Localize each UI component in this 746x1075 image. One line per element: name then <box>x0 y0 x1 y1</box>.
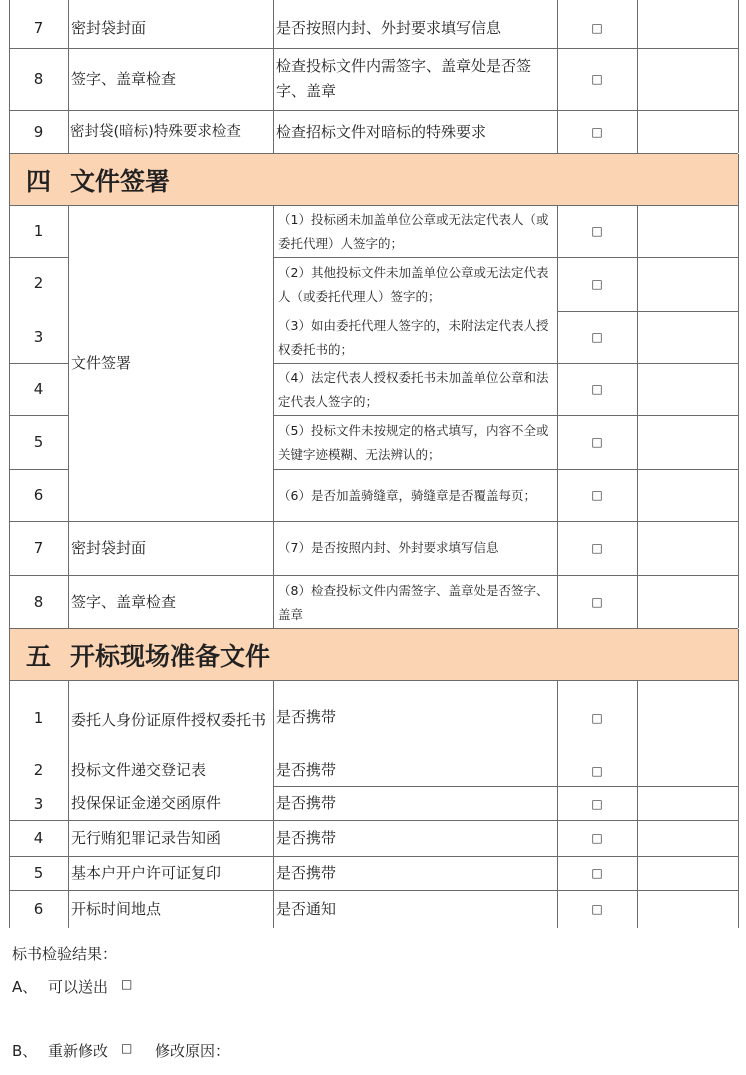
row-number: 7 <box>33 539 44 557</box>
item-name: 投保保证金递交函原件 <box>71 794 222 812</box>
row-number: 3 <box>33 328 44 346</box>
item-name: 签字、盖章检查 <box>71 69 177 88</box>
check-description: 是否携带 <box>276 828 337 847</box>
section-title: 开标现场准备文件 <box>70 641 271 671</box>
checkbox[interactable]: □ <box>591 796 603 811</box>
checkbox[interactable]: □ <box>591 595 603 609</box>
item-name: 签字、盖章检查 <box>71 592 177 611</box>
check-description: 是否携带 <box>276 863 337 882</box>
row-number: 4 <box>33 829 44 847</box>
row-number: 6 <box>33 486 44 504</box>
option-a-checkbox[interactable]: □ <box>121 977 133 991</box>
checkbox[interactable]: □ <box>591 710 603 725</box>
check-description: （5）投标文件未按规定的格式填写，内容不全或关键字迹模糊、无法辨认的； <box>278 423 549 462</box>
item-name: 开标时间地点 <box>71 899 162 918</box>
item-name: 密封袋封面 <box>71 538 147 557</box>
check-description: （2）其他投标文件未加盖单位公章或无法定代表人（或委托代理人）签字的； <box>278 265 549 304</box>
checkbox[interactable]: □ <box>591 866 603 880</box>
checkbox[interactable]: □ <box>591 764 603 778</box>
checkbox[interactable]: □ <box>591 488 603 502</box>
check-description: （3）如由委托代理人签字的，未附法定代表人授权委托书的； <box>278 317 549 357</box>
check-description: 是否携带 <box>276 760 337 779</box>
row-number: 5 <box>33 864 44 882</box>
check-description: （1）投标函未加盖单位公章或无法定代表人（或委托代理）人签字的； <box>278 212 549 251</box>
checkbox[interactable]: □ <box>591 21 603 35</box>
item-name: 委托人身份证原件授权委托书 <box>71 710 267 729</box>
section-number: 五 <box>25 641 51 671</box>
option-b-checkbox[interactable]: □ <box>121 1041 133 1055</box>
check-description: （8）检查投标文件内需签字、盖章处是否签字、盖章 <box>278 583 549 622</box>
checkbox[interactable]: □ <box>591 125 603 139</box>
option-a-letter: A、 <box>12 978 38 996</box>
item-name: 文件签署 <box>71 353 132 372</box>
checkbox[interactable]: □ <box>591 224 603 238</box>
checkbox[interactable]: □ <box>591 541 603 555</box>
section-number: 四 <box>25 166 51 196</box>
check-description: （4）法定代表人授权委托书未加盖单位公章和法定代表人签字的； <box>278 370 549 409</box>
item-name: 密封袋封面 <box>71 18 147 37</box>
checkbox[interactable]: □ <box>591 435 603 449</box>
row-number: 5 <box>33 433 44 451</box>
row-number: 2 <box>33 761 44 779</box>
row-number: 3 <box>33 794 44 813</box>
check-description: 是否按照内封、外封要求填写信息 <box>276 18 502 37</box>
row-number: 1 <box>33 222 44 240</box>
option-b-text: 重新修改 <box>48 1042 109 1060</box>
checkbox[interactable]: □ <box>591 72 603 86</box>
checkbox[interactable]: □ <box>591 382 603 396</box>
option-b-letter: B、 <box>12 1042 38 1060</box>
item-name: 基本户开户许可证复印 <box>71 863 222 882</box>
check-description: 检查投标文件内需签字、盖章处是否签字、盖章 <box>276 57 532 100</box>
check-description: 是否携带 <box>276 794 337 812</box>
check-description: （7）是否按照内封、外封要求填写信息 <box>278 540 499 555</box>
option-a-text: 可以送出 <box>48 978 109 996</box>
row-number: 4 <box>33 380 44 398</box>
row-number: 1 <box>33 708 44 727</box>
item-name: 投标文件递交登记表 <box>71 760 207 779</box>
checkbox[interactable]: □ <box>591 277 603 291</box>
section-title: 文件签署 <box>70 166 171 196</box>
item-name: 密封袋(暗标)特殊要求检查 <box>70 123 241 140</box>
row-number: 8 <box>33 70 44 88</box>
row-number: 7 <box>33 19 44 37</box>
modification-reason-label: 修改原因： <box>155 1042 231 1060</box>
checkbox[interactable]: □ <box>591 902 603 916</box>
row-number: 9 <box>33 123 44 141</box>
check-description: 是否携带 <box>276 708 337 726</box>
row-number: 8 <box>33 593 44 611</box>
item-name: 无行贿犯罪记录告知函 <box>71 828 222 847</box>
check-description: 检查招标文件对暗标的特殊要求 <box>276 122 487 141</box>
check-description: （6）是否加盖骑缝章，骑缝章是否覆盖每页； <box>278 488 536 503</box>
checkbox[interactable]: □ <box>591 831 603 845</box>
checkbox[interactable]: □ <box>591 330 603 344</box>
inspection-result-label: 标书检验结果： <box>12 945 118 963</box>
row-number: 2 <box>33 274 44 292</box>
check-description: 是否通知 <box>276 899 337 918</box>
row-number: 6 <box>33 900 44 918</box>
